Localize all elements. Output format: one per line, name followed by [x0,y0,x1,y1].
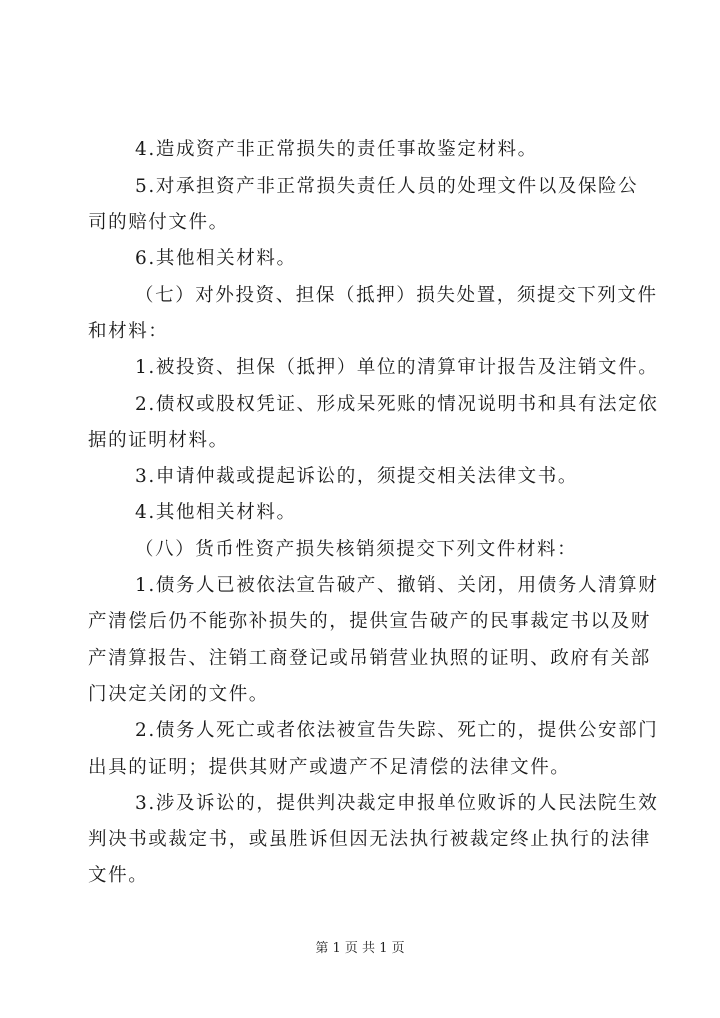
paragraph-line: 2.债务人死亡或者依法被宣告失踪、死亡的，提供公安部门 [135,720,659,741]
section-heading: （八）货币性资产损失核销须提交下列文件材料： [135,539,578,560]
paragraph-line: 产清算报告、注销工商登记或吊销营业执照的证明、政府有关部 [88,648,651,669]
paragraph-line: 据的证明材料。 [88,430,229,451]
paragraph-line: 1.债务人已被依法宣告破产、撤销、关闭，用债务人清算财 [135,575,659,596]
paragraph-line: 判决书或裁定书，或虽胜诉但因无法执行被裁定终止执行的法律 [88,829,651,850]
paragraph-line: 5.对承担资产非正常损失责任人员的处理文件以及保险公 [135,176,639,197]
paragraph-line: 6.其他相关材料。 [135,248,297,269]
paragraph-line: 出具的证明；提供其财产或遗产不足清偿的法律文件。 [88,757,571,778]
paragraph-line: 3.涉及诉讼的，提供判决裁定申报单位败诉的人民法院生效 [135,793,659,814]
paragraph-line: 门决定关闭的文件。 [88,684,269,705]
paragraph-line: 司的赔付文件。 [88,212,229,233]
page-number-footer: 第 1 页 共 1 页 [315,941,405,956]
paragraph-line: 4.其他相关材料。 [135,502,297,523]
paragraph-line: 4.造成资产非正常损失的责任事故鉴定材料。 [135,139,538,160]
paragraph-line: 1.被投资、担保（抵押）单位的清算审计报告及注销文件。 [135,357,659,378]
section-heading: （七）对外投资、担保（抵押）损失处置，须提交下列文件 [135,285,658,306]
paragraph-line: 产清偿后仍不能弥补损失的，提供宣告破产的民事裁定书以及财 [88,611,651,632]
section-heading: 和材料： [88,321,169,342]
paragraph-line: 2.债权或股权凭证、形成呆死账的情况说明书和具有法定依 [135,394,659,415]
paragraph-line: 3.申请仲裁或提起诉讼的，须提交相关法律文书。 [135,466,578,487]
paragraph-line: 文件。 [88,865,149,886]
